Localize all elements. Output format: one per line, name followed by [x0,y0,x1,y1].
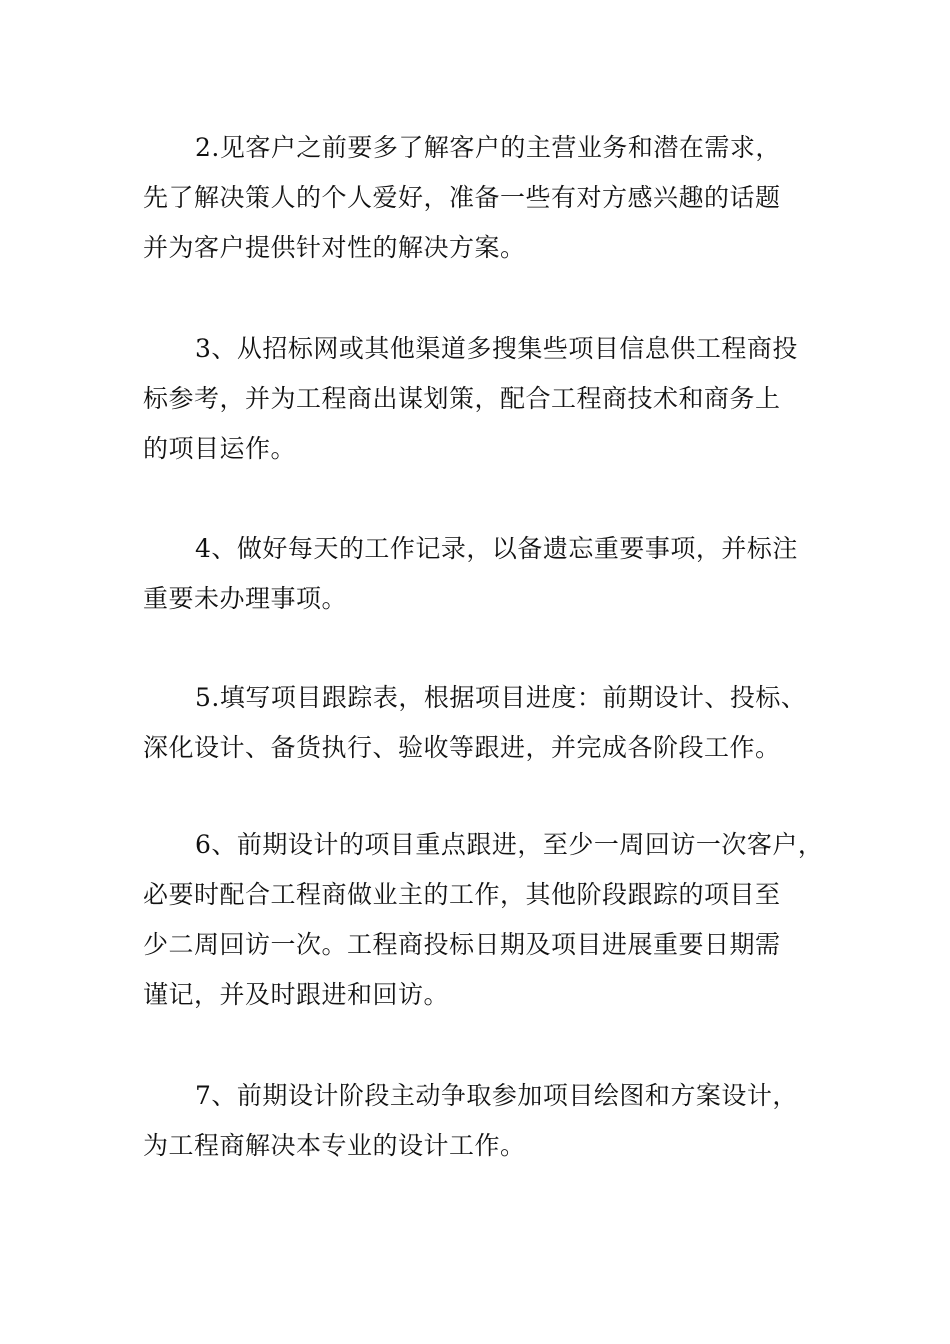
paragraph-item-7 [143,1071,833,1171]
paragraph-item-4 [143,524,833,624]
paragraph-item-3 [143,324,833,474]
paragraph-line: 7、前期设计阶段主动争取参加项目绘图和方案设计， [195,1081,798,1110]
paragraph-line: 4、做好每天的工作记录，以备遗忘重要事项，并标注 [195,534,798,563]
paragraph-item-5 [143,673,833,773]
paragraph-line: 必要时配合工程商做业主的工作，其他阶段跟踪的项目至 [143,880,781,909]
paragraph-line: 重要未办理事项。 [143,584,348,613]
paragraph-line: 标参考，并为工程商出谋划策，配合工程商技术和商务上 [143,384,781,413]
paragraph-line: 谨记，并及时跟进和回访。 [143,980,450,1009]
paragraph-line: 3、从招标网或其他渠道多搜集些项目信息供工程商投 [195,334,798,363]
paragraph-line: 5.填写项目跟踪表，根据项目进度：前期设计、投标、 [195,683,807,712]
paragraph-item-6 [143,820,833,1020]
paragraph-item-2 [143,123,833,273]
paragraph-line: 为工程商解决本专业的设计工作。 [143,1131,526,1160]
paragraph-line: 2.见客户之前要多了解客户的主营业务和潜在需求， [195,133,781,162]
paragraph-line: 的项目运作。 [143,434,297,463]
paragraph-line: 6、前期设计的项目重点跟进，至少一周回访一次客户， [195,830,824,859]
paragraph-line: 并为客户提供针对性的解决方案。 [143,233,526,262]
paragraph-line: 少二周回访一次。工程商投标日期及项目进展重要日期需 [143,930,781,959]
paragraph-line: 先了解决策人的个人爱好，准备一些有对方感兴趣的话题 [143,183,781,212]
paragraph-line: 深化设计、备货执行、验收等跟进，并完成各阶段工作。 [143,733,781,762]
